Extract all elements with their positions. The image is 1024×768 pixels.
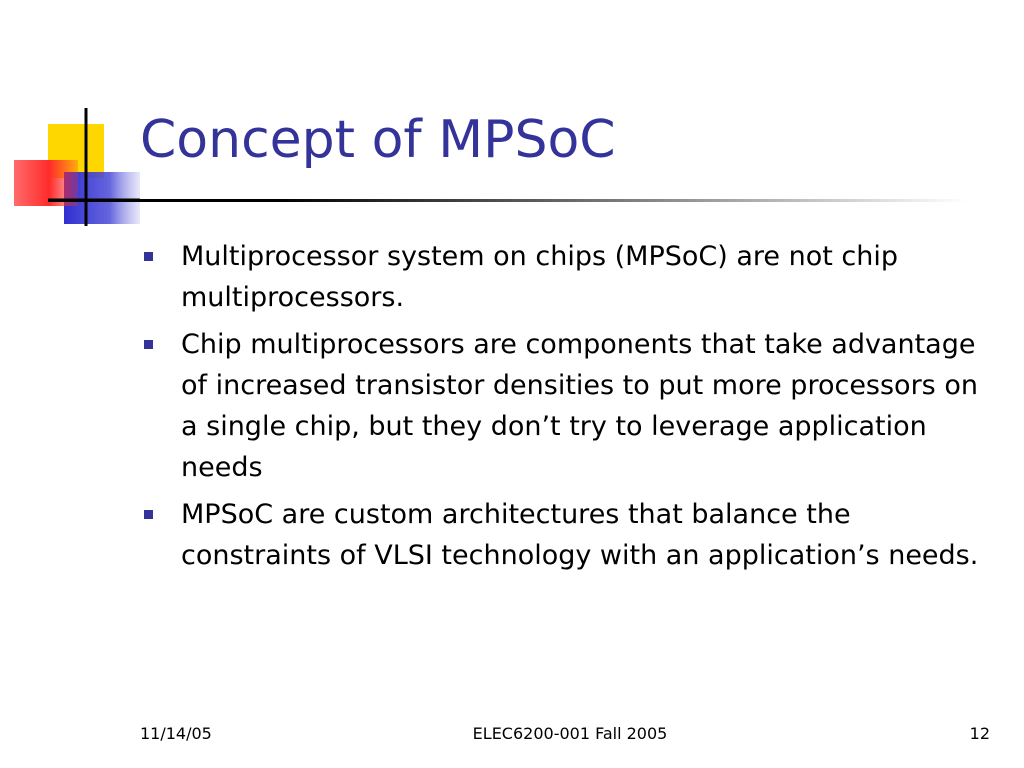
square-bullet-icon [144, 510, 153, 519]
bullet-text: Multiprocessor system on chips (MPSoC) are not chip multiprocessors. [181, 241, 898, 313]
bullet-text: Chip multiprocessors are components that take advantage of increased transistor densities to put more processors on a single chip, but they don’t try to leverage application needs [181, 329, 978, 483]
bullet-item [140, 236, 1000, 318]
square-bullet-icon [144, 252, 153, 261]
bullet-item [140, 324, 1000, 488]
bullet-item [140, 494, 1000, 576]
footer-date: 11/14/05 [140, 724, 212, 743]
footer-course: ELEC6200-001 Fall 2005 [472, 724, 668, 743]
footer-page-number: 12 [969, 724, 990, 743]
bullet-list [140, 236, 1000, 582]
bullet-text: MPSoC are custom architectures that balance the constraints of VLSI technology with an application’s needs. [181, 499, 979, 571]
title-underline [48, 199, 968, 202]
square-bullet-icon [144, 340, 153, 349]
slide-title: Concept of MPSoC [140, 110, 616, 170]
